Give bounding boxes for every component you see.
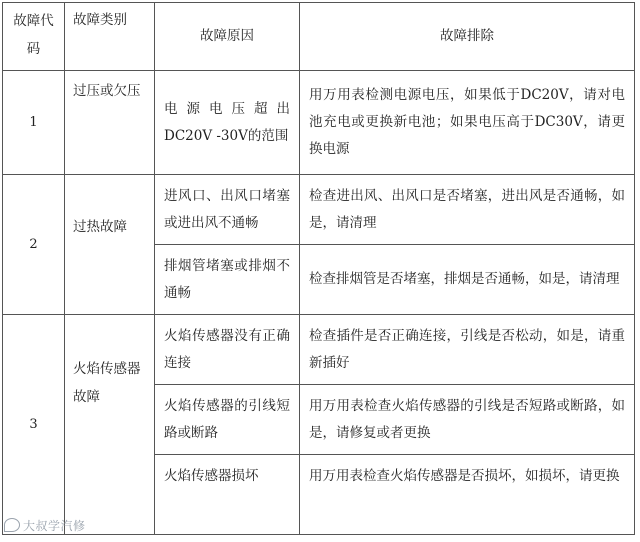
fault-cause-cell: 火焰传感器没有正确连接 xyxy=(155,315,300,385)
table-row xyxy=(3,71,635,175)
fault-fix-cell: 检查进出风、出风口是否堵塞，进出风是否通畅，如是，请清理 xyxy=(300,175,635,245)
watermark-text: 大叔学汽修 xyxy=(23,519,86,533)
fault-category-cell: 火焰传感器故障 xyxy=(65,315,155,535)
fault-cause-cell: 排烟管堵塞或排烟不通畅 xyxy=(155,245,300,315)
fault-cause-cell: 火焰传感器损坏 xyxy=(155,455,300,535)
fault-fix-cell: 检查插件是否正确连接，引线是否松动，如是，请重新插好 xyxy=(300,315,635,385)
header-fault-cause: 故障原因 xyxy=(155,3,300,71)
table-row xyxy=(3,315,635,385)
fault-category-cell: 过热故障 xyxy=(65,175,155,315)
fault-code-cell: 3 xyxy=(3,315,65,535)
fault-code-cell: 2 xyxy=(3,175,65,315)
fault-fix-cell: 用万用表检查火焰传感器的引线是否短路或断路，如是，请修复或者更换 xyxy=(300,385,635,455)
fault-cause-cell: 火焰传感器的引线短路或断路 xyxy=(155,385,300,455)
fault-fix-cell: 用万用表检查火焰传感器是否损坏，如损坏，请更换 xyxy=(300,455,635,535)
header-fault-category: 故障类别 xyxy=(65,3,155,71)
fault-fix-cell: 检查排烟管是否堵塞，排烟是否通畅，如是，请清理 xyxy=(300,245,635,315)
header-fault-code: 故障代码 xyxy=(3,3,65,71)
fault-fix-cell: 用万用表检测电源电压，如果低于DC20V，请对电池充电或更换新电池；如果电压高于DC30V，请更换电源 xyxy=(300,71,635,175)
fault-category-cell: 过压或欠压 xyxy=(65,71,155,175)
table-header-row xyxy=(3,3,635,71)
header-fault-fix: 故障排除 xyxy=(300,3,635,71)
table-row xyxy=(3,175,635,245)
fault-code-table xyxy=(2,2,635,535)
watermark xyxy=(4,517,86,534)
fault-cause-cell: 进风口、出风口堵塞或进出风不通畅 xyxy=(155,175,300,245)
fault-code-cell: 1 xyxy=(3,71,65,175)
fault-cause-cell: 电源电压超出DC20V -30V的范围 xyxy=(155,71,300,175)
weibo-logo-icon xyxy=(4,518,20,532)
